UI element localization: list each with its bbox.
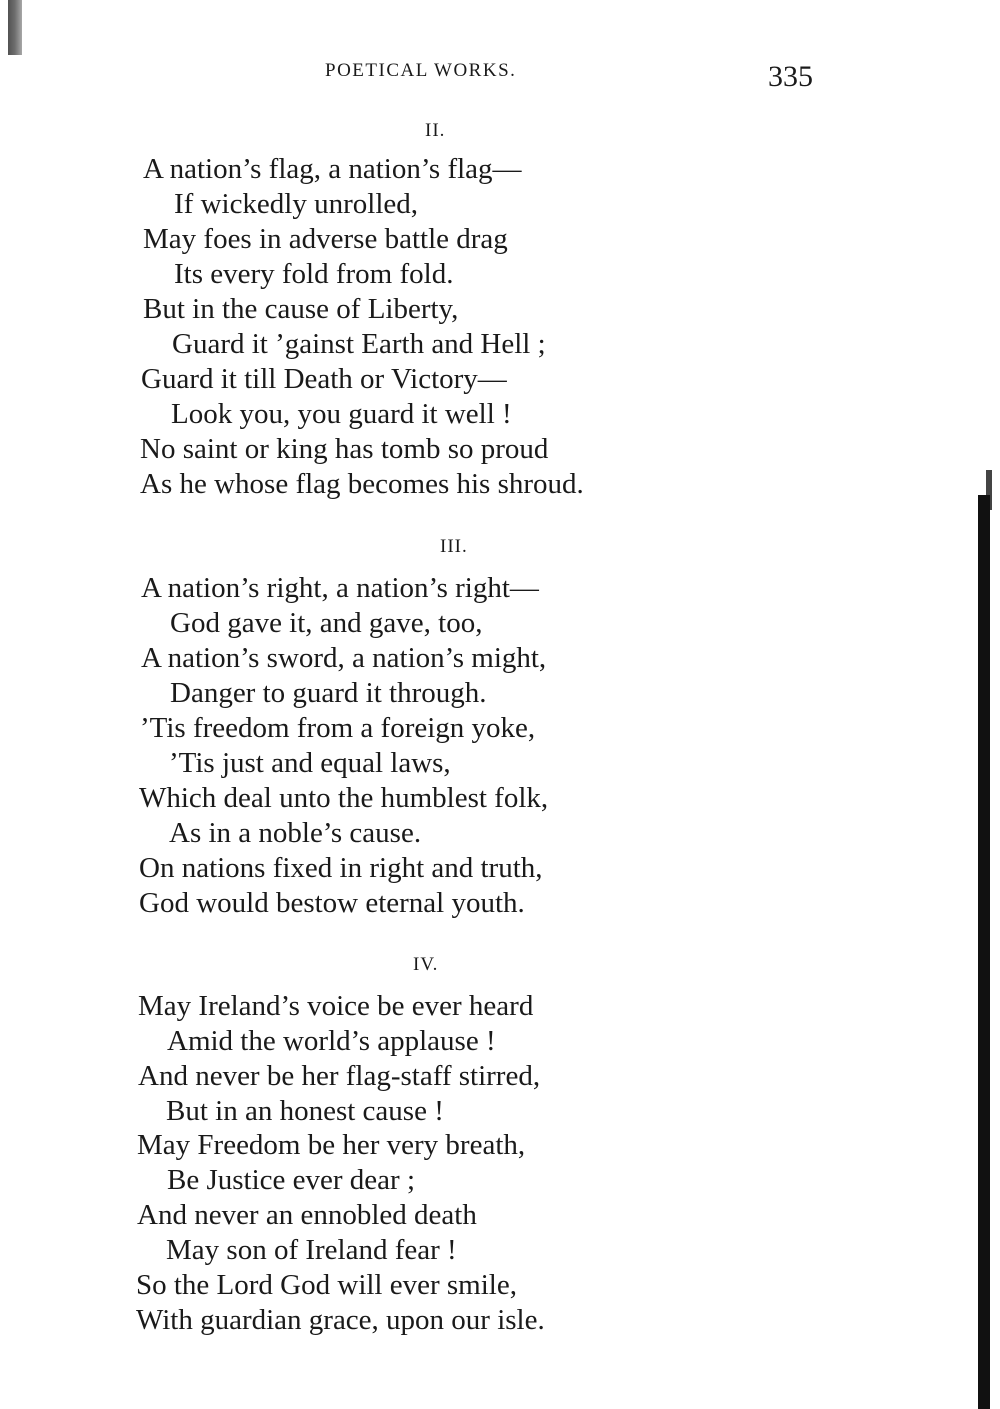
poem-line: Which deal unto the humblest folk, <box>139 782 549 814</box>
stanza-number-4: IV. <box>413 954 439 975</box>
poem-line: A nation’s right, a nation’s right— <box>141 572 539 604</box>
poem-line: With guardian grace, upon our isle. <box>136 1304 545 1336</box>
poem-line: Danger to guard it through. <box>170 677 487 709</box>
poem-line: If wickedly unrolled, <box>174 188 419 220</box>
poem-line: As he whose flag becomes his shroud. <box>140 468 584 500</box>
stanza-number-3: III. <box>440 536 468 557</box>
poem-line: And never an ennobled death <box>137 1199 477 1231</box>
poem-line: Guard it till Death or Victory— <box>141 363 507 395</box>
poem-line: May foes in adverse battle drag <box>143 223 508 255</box>
page-number: 335 <box>768 60 813 93</box>
poem-line: A nation’s flag, a nation’s flag— <box>143 153 522 185</box>
poem-line: And never be her flag-staff stirred, <box>138 1060 541 1092</box>
poem-line: ’Tis freedom from a foreign yoke, <box>140 712 536 744</box>
poem-line: As in a noble’s cause. <box>169 817 422 849</box>
running-head: POETICAL WORKS. <box>325 60 517 81</box>
poem-line: On nations fixed in right and truth, <box>139 852 543 884</box>
poem-line: May Ireland’s voice be ever heard <box>138 990 534 1022</box>
scan-edge-mark-right <box>978 495 990 1409</box>
poem-line: Its every fold from fold. <box>174 258 454 290</box>
poem-line: But in an honest cause ! <box>166 1095 444 1127</box>
poem-line: Be Justice ever dear ; <box>167 1164 416 1196</box>
poem-line: Look you, you guard it well ! <box>171 398 512 430</box>
poem-line: But in the cause of Liberty, <box>143 293 459 325</box>
poem-line: ’Tis just and equal laws, <box>169 747 451 779</box>
poem-line: So the Lord God will ever smile, <box>136 1269 517 1301</box>
scan-edge-mark-left <box>8 0 22 55</box>
poem-line: A nation’s sword, a nation’s might, <box>141 642 547 674</box>
poem-line: God gave it, and gave, too, <box>170 607 483 639</box>
poem-line: Amid the world’s applause ! <box>167 1025 496 1057</box>
poem-line: God would bestow eternal youth. <box>139 887 525 919</box>
poem-line: Guard it ’gainst Earth and Hell ; <box>172 328 546 360</box>
poem-line: May son of Ireland fear ! <box>166 1234 457 1266</box>
poem-line: May Freedom be her very breath, <box>137 1129 526 1161</box>
stanza-number-2: II. <box>425 120 446 141</box>
poem-line: No saint or king has tomb so proud <box>140 433 549 465</box>
